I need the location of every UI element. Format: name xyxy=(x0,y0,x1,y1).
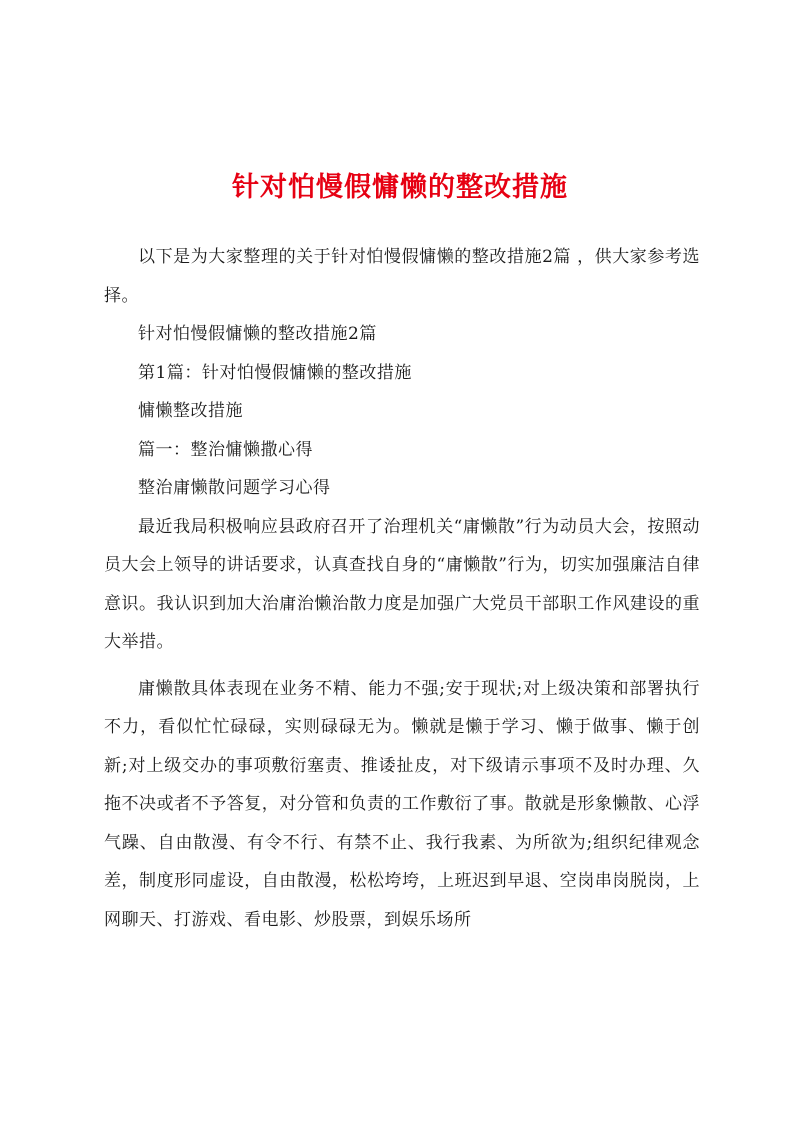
chapter-heading: 第1篇：针对怕慢假慵懒的整改措施 xyxy=(138,362,412,383)
section-heading: 针对怕慢假慵懒的整改措施2篇 xyxy=(138,324,377,344)
subheading: 慵懒整改措施 xyxy=(138,401,243,421)
article-title: 整治庸懒散问题学习心得 xyxy=(138,478,331,498)
document-title: 针对怕慢假慵懒的整改措施 xyxy=(232,172,568,203)
part-heading: 篇一：整治慵懒撒心得 xyxy=(138,439,313,460)
body-paragraph: 最近我局积极响应县政府召开了治理机关“庸懒散”行为动员大会，按照动员大会上领导的讲话要求，认真查找自身的“庸懒散”行为，切实加强廉洁自律意识。我认识到加大治庸治懒治散力度是加强广大党员干部职工作风建设的重大举措。 xyxy=(104,516,700,652)
intro-paragraph: 以下是为大家整理的关于针对怕慢假慵懒的整改措施2篇 ，供大家参考选择。 xyxy=(104,247,700,306)
document-body xyxy=(104,238,700,939)
body-paragraph: 庸懒散具体表现在业务不精、能力不强;安于现状;对上级决策和部署执行不力，看似忙忙碌碌，实则碌碌无为。懒就是懒于学习、懒于做事、懒于创新;对上级交办的事项敷衍塞责、推诿扯皮，对下级请示事项不及时办理、久拖不决或者不予答复，对分管和负责的工作敷衍了事。散就是形象懒散、心浮气躁、自由散漫、有令不行、有禁不止、我行我素、为所欲为;组织纪律观念差，制度形同虚设，自由散漫，松松垮垮，上班迟到早退、空岗串岗脱岗，上网聊天、打游戏、看电影、炒股票，到娱乐场所 xyxy=(104,678,700,930)
